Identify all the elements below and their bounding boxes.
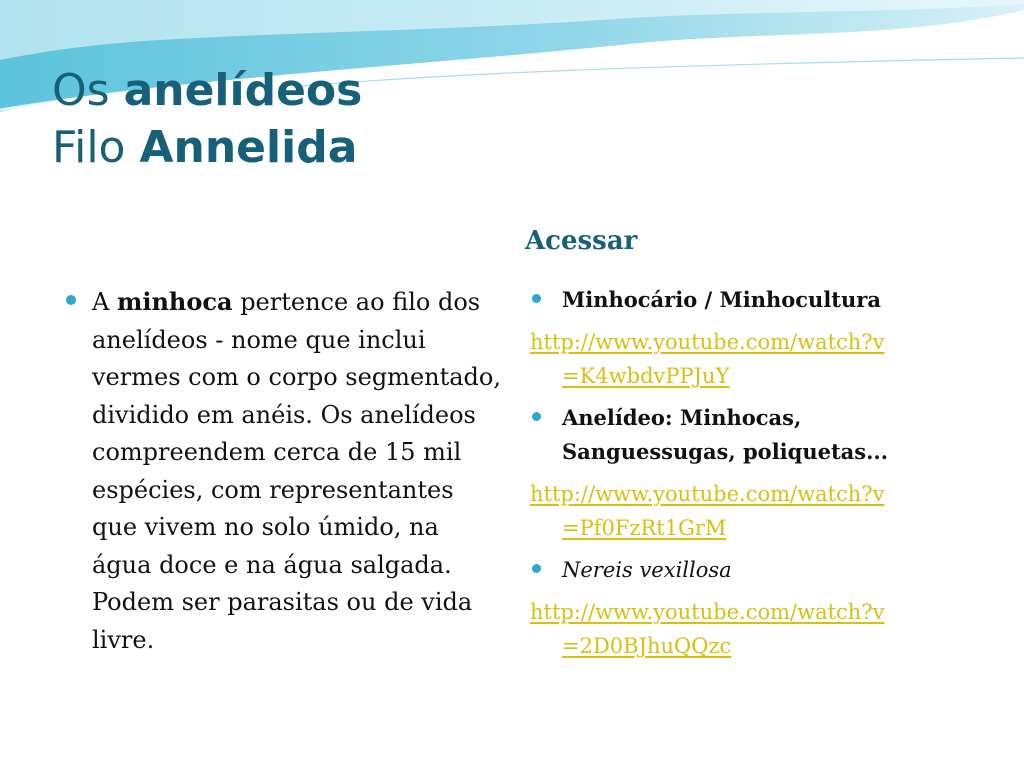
video-link-1[interactable] xyxy=(530,325,955,393)
right-item-3-label: Nereis vexillosa xyxy=(562,558,732,582)
right-bullet-item-3 xyxy=(530,553,970,587)
title-line2-bold: Annelida xyxy=(139,122,358,173)
video-link-3-line2: =2D0BJhuQQzc xyxy=(562,634,732,658)
video-link-3-line1: http://www.youtube.com/watch?v xyxy=(530,600,885,624)
left-text-part1: A xyxy=(92,288,117,316)
right-column-heading: Acessar xyxy=(525,226,638,256)
right-bullet-item-1 xyxy=(530,283,970,317)
bullet-icon xyxy=(66,295,76,305)
left-text-part2: pertence ao filo dos anelídeos - nome que inclui vermes com o corpo segmentado, dividido em anéis. Os anelídeos compreendem cerca de 15 mil espécies, com representantes que vivem no solo úmido, na água doce e na água salgada. Podem ser parasitas ou de vida livre. xyxy=(92,288,501,654)
title-line-1 xyxy=(52,62,362,119)
video-link-1-line2: =K4wbdvPPJuY xyxy=(562,364,730,388)
bullet-icon xyxy=(532,564,541,573)
left-text-bold: minhoca xyxy=(116,287,233,316)
title-line1-bold: anelídeos xyxy=(123,65,363,116)
title-line-2 xyxy=(52,119,362,176)
left-column xyxy=(64,283,504,659)
video-link-3[interactable] xyxy=(530,595,955,663)
right-item-2-label: Anelídeo: Minhocas, Sanguessugas, poliquetas... xyxy=(562,405,889,464)
video-link-2-line2: =Pf0FzRt1GrM xyxy=(562,516,727,540)
bullet-icon xyxy=(532,412,541,421)
left-bullet-item xyxy=(64,283,504,659)
slide-title xyxy=(52,62,362,176)
title-line1-prefix: Os xyxy=(52,65,110,116)
right-bullet-item-2 xyxy=(530,401,970,469)
right-item-1-label: Minhocário / Minhocultura xyxy=(562,287,881,312)
video-link-2-line1: http://www.youtube.com/watch?v xyxy=(530,482,885,506)
right-column xyxy=(530,283,970,671)
video-link-1-line1: http://www.youtube.com/watch?v xyxy=(530,330,885,354)
video-link-2[interactable] xyxy=(530,477,955,545)
title-line2-prefix: Filo xyxy=(52,122,126,173)
bullet-icon xyxy=(532,294,541,303)
